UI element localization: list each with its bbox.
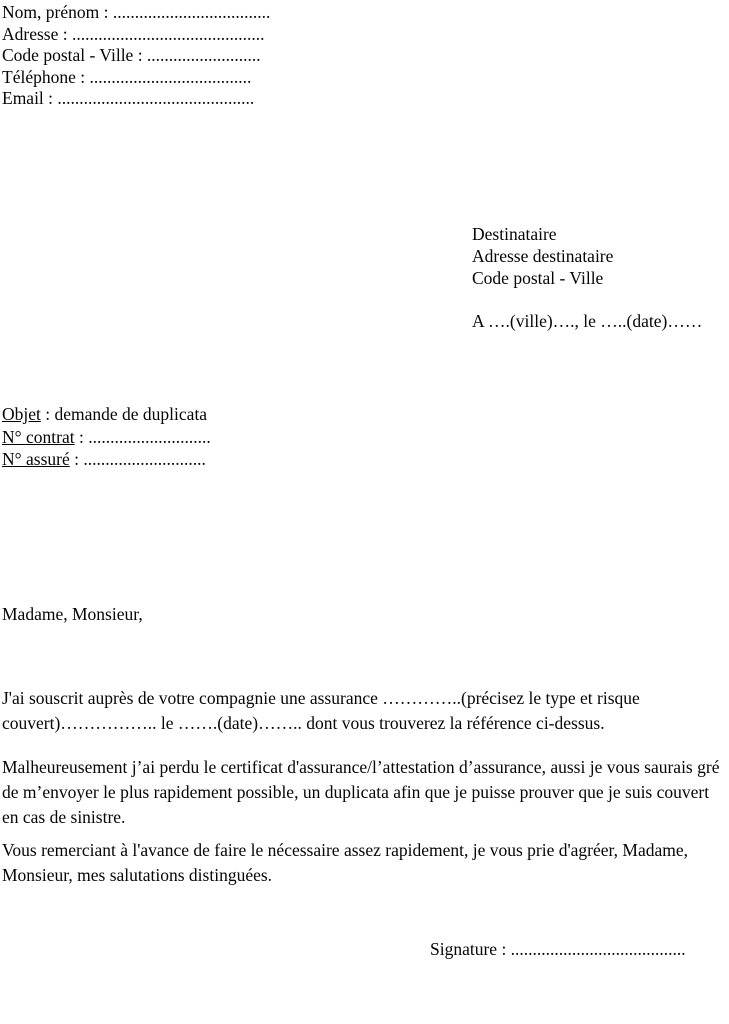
subject-references-block [2,403,211,471]
place-and-date-line: A ….(ville)…., le …..(date)…… [472,311,703,331]
signature-line: Signature : ........................................ [430,939,686,959]
contract-number-label: N° contrat [2,426,75,447]
insured-number-value: : ............................ [69,449,206,469]
subject-label: Objet [2,404,41,424]
recipient-address-line: Adresse destinataire [472,246,614,266]
sender-email-line: Email : ............................................. [2,88,255,108]
body-paragraph-1: J'ai souscrit auprès de votre compagnie une assurance …………..(précisez le type et risque couvert)…………….. le …….(date)…….. dont vous trouverez la référence ci-dessus. [2,687,640,733]
sender-postal-city-line: Code postal - Ville : .......................... [2,45,261,65]
contract-number-line [2,426,211,449]
sender-address-line: Adresse : ............................................ [2,23,265,44]
body-paragraph-3: Vous remerciant à l'avance de faire le nécessaire assez rapidement, je vous prie d'agréer, Madame, Monsieur, mes salutations distinguées. [2,839,688,885]
subject-value: : demande de duplicata [40,404,208,424]
recipient-name-line: Destinataire [472,224,557,244]
body-paragraph-2: Malheureusement j’ai perdu le certificat d'assurance/l’attestation d’assurance, aussi je vous saurais gré de m’envoyer le plus rapidement possible, un duplicata afin que je puisse prouver que je suis couvert en cas de sinistre. [2,756,720,827]
subject-line [2,403,211,426]
salutation-line: Madame, Monsieur, [2,604,143,624]
insured-number-label: N° assuré [2,449,70,469]
recipient-block [472,223,613,289]
sender-name-line: Nom, prénom : .................................... [2,2,271,22]
recipient-postal-city-line: Code postal - Ville [472,268,604,288]
sender-identity-block [2,2,270,110]
contract-number-value: : ............................ [74,426,211,447]
sender-phone-line: Téléphone : ..................................... [2,66,252,87]
insured-number-line [2,448,211,471]
